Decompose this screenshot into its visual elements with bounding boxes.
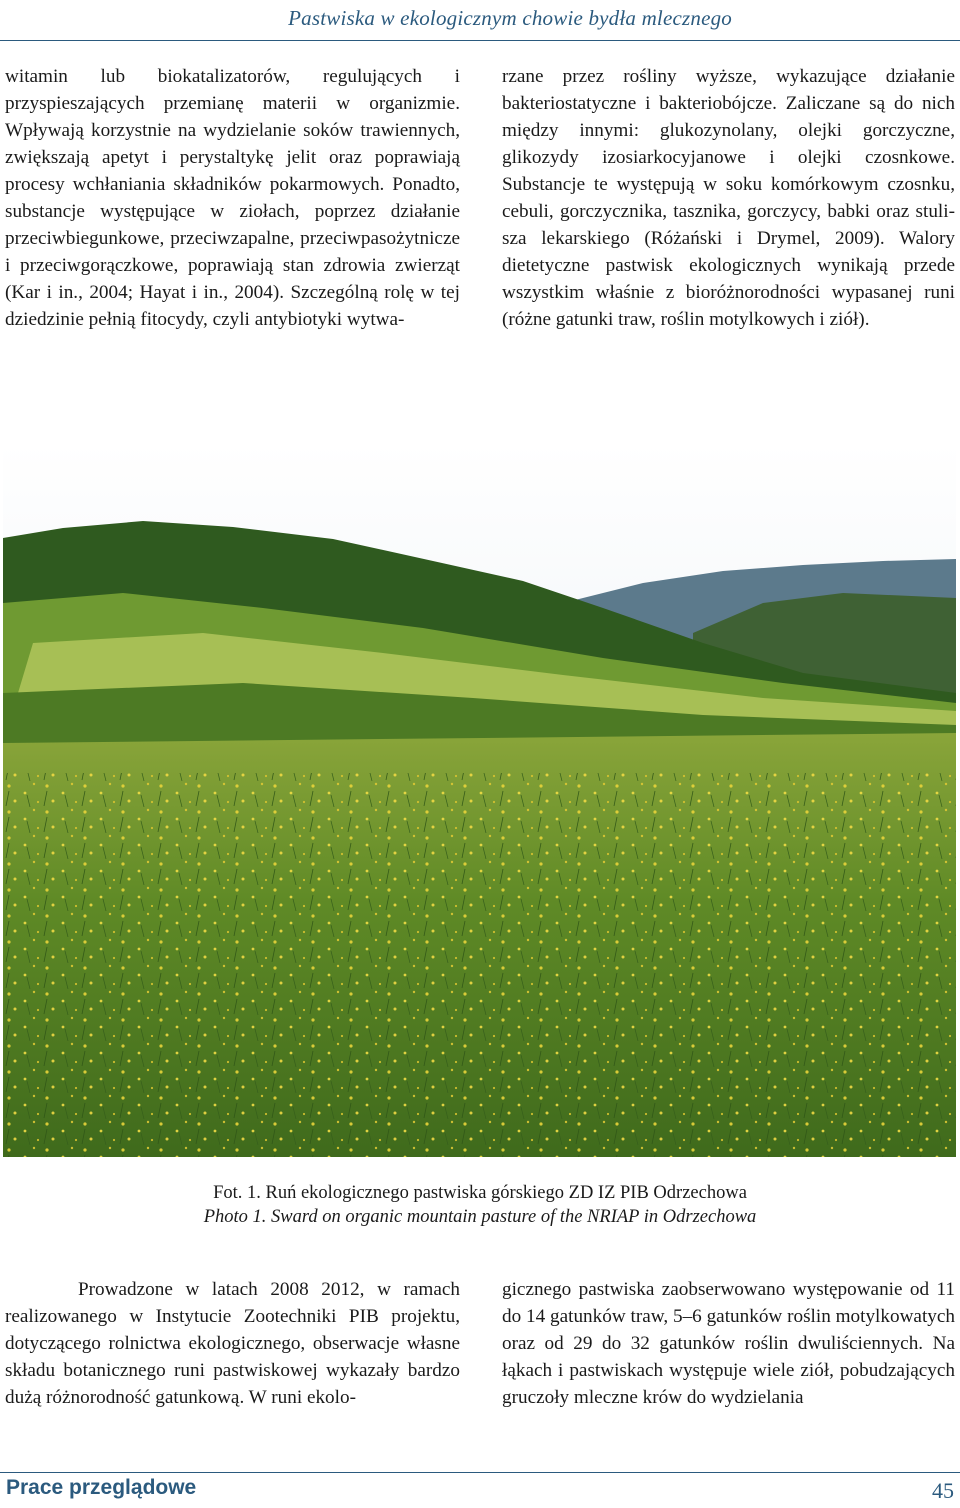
- paragraph: witamin lub biokatalizatorów, regulujących i przyspieszających przemianę materii w organizmie. Wpływają korzystnie na wydzielanie soków trawiennych, zwiększają apetyt i perystaltykę jelit oraz poprawiają procesy wchłaniania składników pokarmowych. Ponadto, substancje występujące w ziołach, poprzez działanie przeciwbiegunkowe, przeciwzapalne, przeciwpasożytnicze i przeciwgorączkowe, poprawiają stan zdrowia zwierząt (Kar i in., 2004; Hayat i in., 2004). Szczególną rolę w tej dziedzinie pełnią fitocydy, czyli antybiotyki wytwa-: [5, 66, 460, 330]
- footer-rule: [0, 1472, 960, 1473]
- text-column-bottom-right: [502, 1276, 955, 1411]
- text-column-top-left: [5, 63, 460, 333]
- text-column-bottom-left: [5, 1276, 460, 1411]
- footer-section-label: Prace przeglądowe: [6, 1476, 197, 1499]
- running-header: [0, 0, 960, 46]
- photo-caption-polish: Fot. 1. Ruń ekologicznego pastwiska górskiego ZD IZ PIB Odrzechowa: [213, 1183, 747, 1203]
- page-number: 45: [932, 1478, 954, 1503]
- pasture-photo: [3, 443, 956, 1157]
- paragraph: Prowadzone w latach 2008 2012, w ramach realizowanego w Instytucie Zootechniki PIB projektu, dotyczącego rolnictwa ekologicznego, obserwacje własne składu botanicznego runi pastwiskowej wykazały bardzo dużą różnorodność gatunkową. W runi ekolo-: [5, 1279, 460, 1408]
- text-column-top-right: [502, 63, 955, 333]
- running-title: Pastwiska w ekologicznym chowie bydła mlecznego: [288, 6, 732, 30]
- paragraph: rzane przez rośliny wyższe, wykazujące działanie bakteriostatyczne i bakteriobójcze. Zaliczane są do nich między innymi: glukozynolany, olejki gorczyczne, glikozydy izosiarkocyjanowe i olejki czosnkowe. Substancje te występują w soku komórkowym czosnku, cebuli, gorczycznika, tasznika, gorczycy, babki oraz stulisza lekarskiego (Różański i Drymel, 2009). Walory dietetyczne pastwisk ekologicznych wynikają przede wszystkim właśnie z bioróżnorodności wypasanej runi (różne gatunki traw, roślin motylkowych i ziół).: [502, 66, 955, 330]
- photo-caption-english: Photo 1. Sward on organic mountain pasture of the NRIAP in Odrzechowa: [203, 1207, 757, 1227]
- header-rule: [0, 40, 960, 41]
- paragraph: gicznego pastwiska zaobserwowano występowanie od 11 do 14 gatunków traw, 5–6 gatunków roślin motylkowatych oraz od 29 do 32 gatunków roślin dwuliściennych. Na łąkach i pastwiskach występuje wiele ziół, pobudzających gruczoły mleczne krów do wydzielania: [502, 1279, 955, 1408]
